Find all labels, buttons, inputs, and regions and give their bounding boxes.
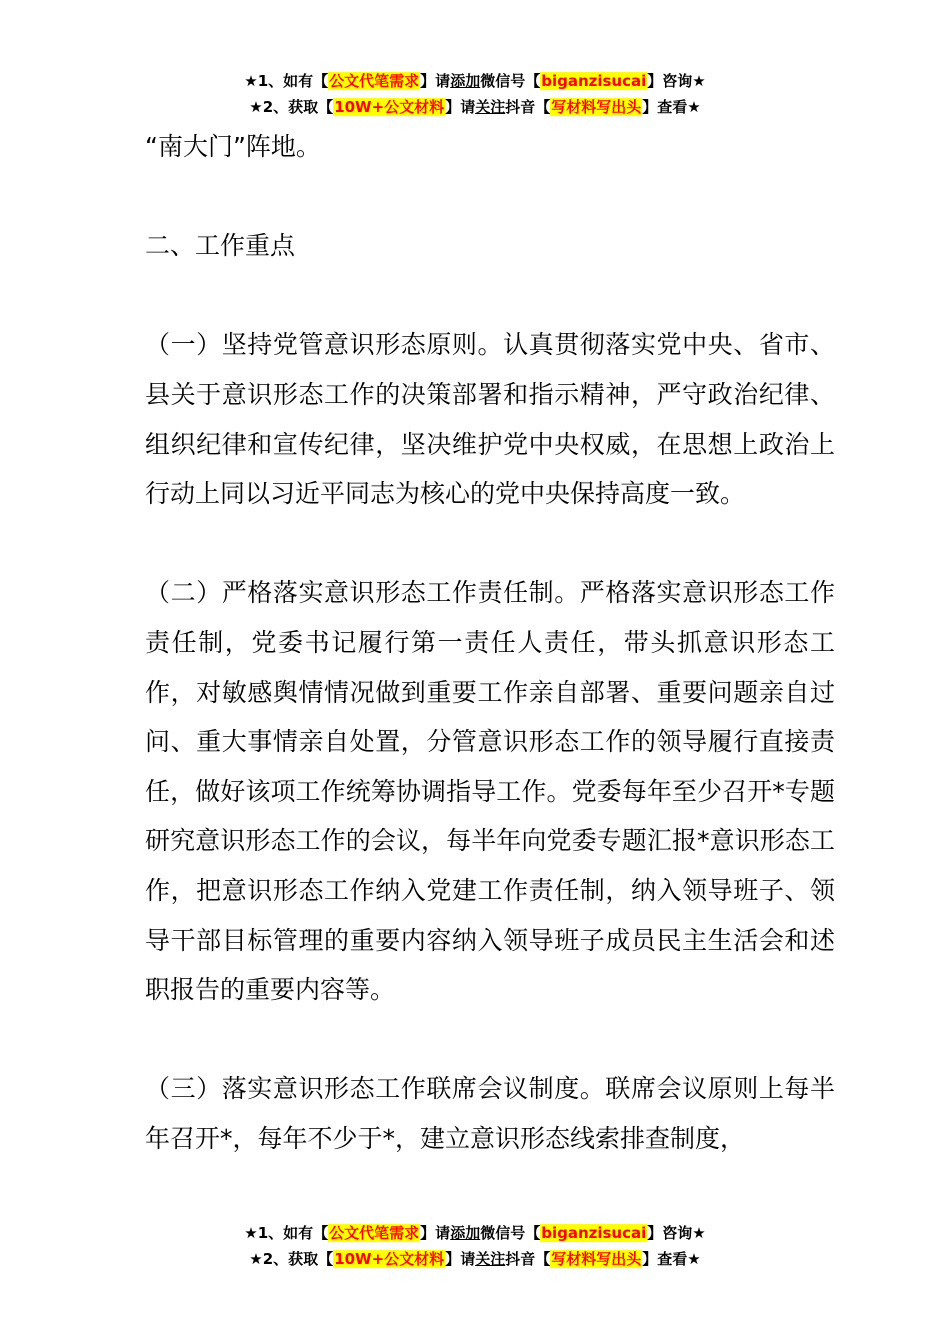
star-icon: ★ bbox=[244, 1224, 258, 1242]
promo-line-2: ★2、获取【10W+公文材料】请关注抖音【写材料写出头】查看★ bbox=[249, 1250, 701, 1268]
paragraph-gap bbox=[145, 271, 835, 321]
promo-line-1: ★1、如有【公文代笔需求】请添加微信号【biganzisucai】咨询★ bbox=[244, 1224, 706, 1242]
star-icon: ★ bbox=[249, 1250, 263, 1268]
paragraph-2: （二）严格落实意识形态工作责任制。严格落实意识形态工作责任制，党委书记履行第一责任人责任，带头抓意识形态工作，对敏感舆情情况做到重要工作亲自部署、重要问题亲自过问、重大事情亲自处置，分管意识形态工作的领导履行直接责任，做好该项工作统筹协调指导工作。党委每年至少召开*专题研究意识形态工作的会议，每半年向党委专题汇报*意识形态工作，把意识形态工作纳入党建工作责任制，纳入领导班子、领导干部目标管理的重要内容纳入领导班子成员民主生活会和述职报告的重要内容等。 bbox=[145, 578, 835, 1005]
star-icon: ★ bbox=[249, 98, 263, 116]
highlight-douyin-account: 写材料写出头 bbox=[551, 1250, 642, 1268]
section-heading: 二、工作重点 bbox=[145, 231, 296, 261]
paragraph-continuation: “南大门”阵地。 bbox=[145, 132, 321, 161]
paragraph-1: （一）坚持党管意识形态原则。认真贯彻落实党中央、省市、县关于意识形态工作的决策部署和指示精神，严守政治纪律、组织纪律和宣传纪律，坚决维护党中央权威，在思想上政治上行动上同以习近平同志为核心的党中央保持高度一致。 bbox=[145, 330, 835, 509]
promo-banner-bottom bbox=[0, 1220, 950, 1272]
highlight-writing-service: 公文代笔需求 bbox=[329, 72, 420, 90]
star-icon: ★ bbox=[244, 72, 258, 90]
paragraph-gap bbox=[145, 519, 835, 569]
highlight-wechat-id: biganzisucai bbox=[541, 1224, 647, 1242]
promo-line-2: ★2、获取【10W+公文材料】请关注抖音【写材料写出头】查看★ bbox=[249, 98, 701, 116]
highlight-writing-service: 公文代笔需求 bbox=[329, 1224, 420, 1242]
highlight-douyin-account: 写材料写出头 bbox=[551, 98, 642, 116]
paragraph-gap bbox=[145, 172, 835, 222]
paragraph-gap bbox=[145, 1015, 835, 1065]
highlight-materials: 10W+公文材料 bbox=[334, 1250, 445, 1268]
promo-banner-top bbox=[0, 68, 950, 120]
highlight-wechat-id: biganzisucai bbox=[541, 72, 647, 90]
paragraph-3: （三）落实意识形态工作联席会议制度。联席会议原则上每半年召开*，每年不少于*，建立意识形态线索排查制度， bbox=[145, 1074, 835, 1153]
promo-line-1: ★1、如有【公文代笔需求】请添加微信号【biganzisucai】咨询★ bbox=[244, 72, 706, 90]
document-body bbox=[145, 122, 835, 1163]
highlight-materials: 10W+公文材料 bbox=[334, 98, 445, 116]
